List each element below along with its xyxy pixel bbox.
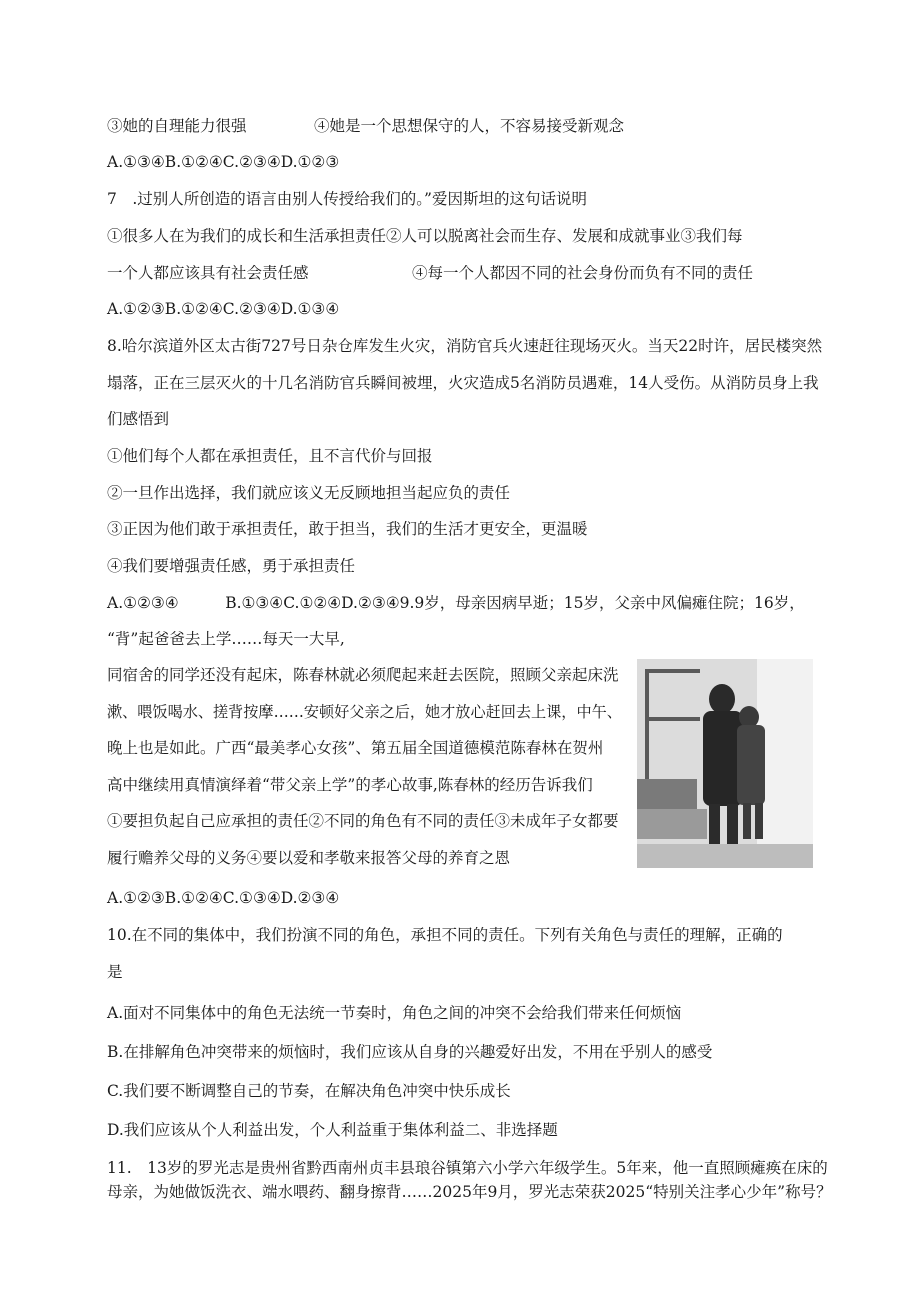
question-8-option-4: ④我们要增强责任感，勇于承担责任 <box>107 557 356 575</box>
question-8-stem: 8.哈尔滨道外区太古街727号日杂仓库发生火灾，消防官兵火速赶往现场灭火。当天22时许，居民楼突然 <box>107 337 823 355</box>
question-9-photo <box>637 659 813 868</box>
question-8-option-2: ②一旦作出选择，我们就应该义无反顾地担当起应负的责任 <box>107 484 511 502</box>
question-10-option-b: B.在排解角色冲突带来的烦恼时，我们应该从自身的兴趣爱好出发，不用在乎别人的感受 <box>107 1043 713 1061</box>
question-7-stem: 7 .过别人所创造的语言由别人传授给我们的。”爱因斯坦的这句话说明 <box>107 190 587 208</box>
question-7-options: ①很多人在为我们的成长和生活承担责任②人可以脱离社会而生存、发展和成就事业③我们每 <box>107 227 743 245</box>
answer-choices-8-and-question-9: A.①②③④ B.①③④C.①②④D.②③④9.9岁，母亲因病早逝；15岁，父亲中风偏瘫住院；16岁， <box>107 594 805 612</box>
answer-choices-6: A.①③④B.①②④C.②③④D.①②③ <box>107 153 340 171</box>
question-11-stem: 11. 13岁的罗光志是贵州省黔西南州贞丰县琅谷镇第六小学六年级学生。5年来，他一直照顾瘫痪在床的 <box>107 1159 828 1177</box>
question-8-option-1: ①他们每个人都在承担责任，且不言代价与回报 <box>107 447 433 465</box>
question-7-option-4: ④每一个人都因不同的社会身份而负有不同的责任 <box>412 264 754 282</box>
passage-line: 高中继续用真情演绎着“带父亲上学”的孝心故事,陈春林的经历告诉我们 <box>107 775 593 794</box>
question-8-option-3: ③正因为他们敢于承担责任，敢于担当，我们的生活才更安全，更温暖 <box>107 520 588 538</box>
passage-line: 履行赡养父母的义务④要以爱和孝敬来报答父母的养育之恩 <box>107 848 511 867</box>
question-8-stem-cont: 塌落，正在三层灭火的十几名消防官兵瞬间被埋，火灾造成5名消防员遇难，14人受伤。从消防员身上我 <box>107 374 819 392</box>
question-9-passage <box>107 657 622 876</box>
answer-choices-7: A.①②③B.①②④C.②③④D.①③④ <box>107 300 340 318</box>
question-10-option-c: C.我们要不断调整自己的节奏，在解决角色冲突中快乐成长 <box>107 1082 511 1100</box>
photo-illustration <box>637 659 813 868</box>
question-9-title: “背”起爸爸去上学……每天一大早, <box>107 630 345 648</box>
passage-line: 晚上也是如此。广西“最美孝心女孩”、第五届全国道德模范陈春林在贺州 <box>107 739 604 757</box>
option-line-4: ④她是一个思想保守的人，不容易接受新观念 <box>314 117 625 135</box>
passage-line: ①要担负起自己应承担的责任②不同的角色有不同的责任③未成年子女都要 <box>107 812 619 830</box>
option-line-3: ③她的自理能力很强 <box>107 117 247 135</box>
question-10-stem-end: 是 <box>107 963 123 981</box>
answer-choices-9: A.①②③B.①②④C.①③④D.②③④ <box>107 889 340 907</box>
question-11-stem-cont: 母亲，为她做饭洗衣、端水喂药、翻身擦背……2025年9月，罗光志荣获2025“特别关注孝心少年”称号？ <box>107 1183 832 1201</box>
question-10-stem: 10.在不同的集体中，我们扮演不同的角色，承担不同的责任。下列有关角色与责任的理解，正确的 <box>107 926 783 944</box>
question-8-stem-end: 们感悟到 <box>107 410 170 428</box>
question-10-option-a: A.面对不同集体中的角色无法统一节奏时，角色之间的冲突不会给我们带来任何烦恼 <box>107 1004 682 1022</box>
question-10-option-d: D.我们应该从个人利益出发，个人利益重于集体利益二、非选择题 <box>107 1121 558 1139</box>
passage-line: 漱、喂饭喝水、搓背按摩……安顿好父亲之后，她才放心赶回去上课，中午、 <box>107 702 622 721</box>
passage-line: 同宿舍的同学还没有起床，陈春林就必须爬起来赶去医院，照顾父亲起床洗 <box>107 666 619 684</box>
question-7-options-cont: 一个人都应该具有社会责任感 <box>107 264 309 282</box>
